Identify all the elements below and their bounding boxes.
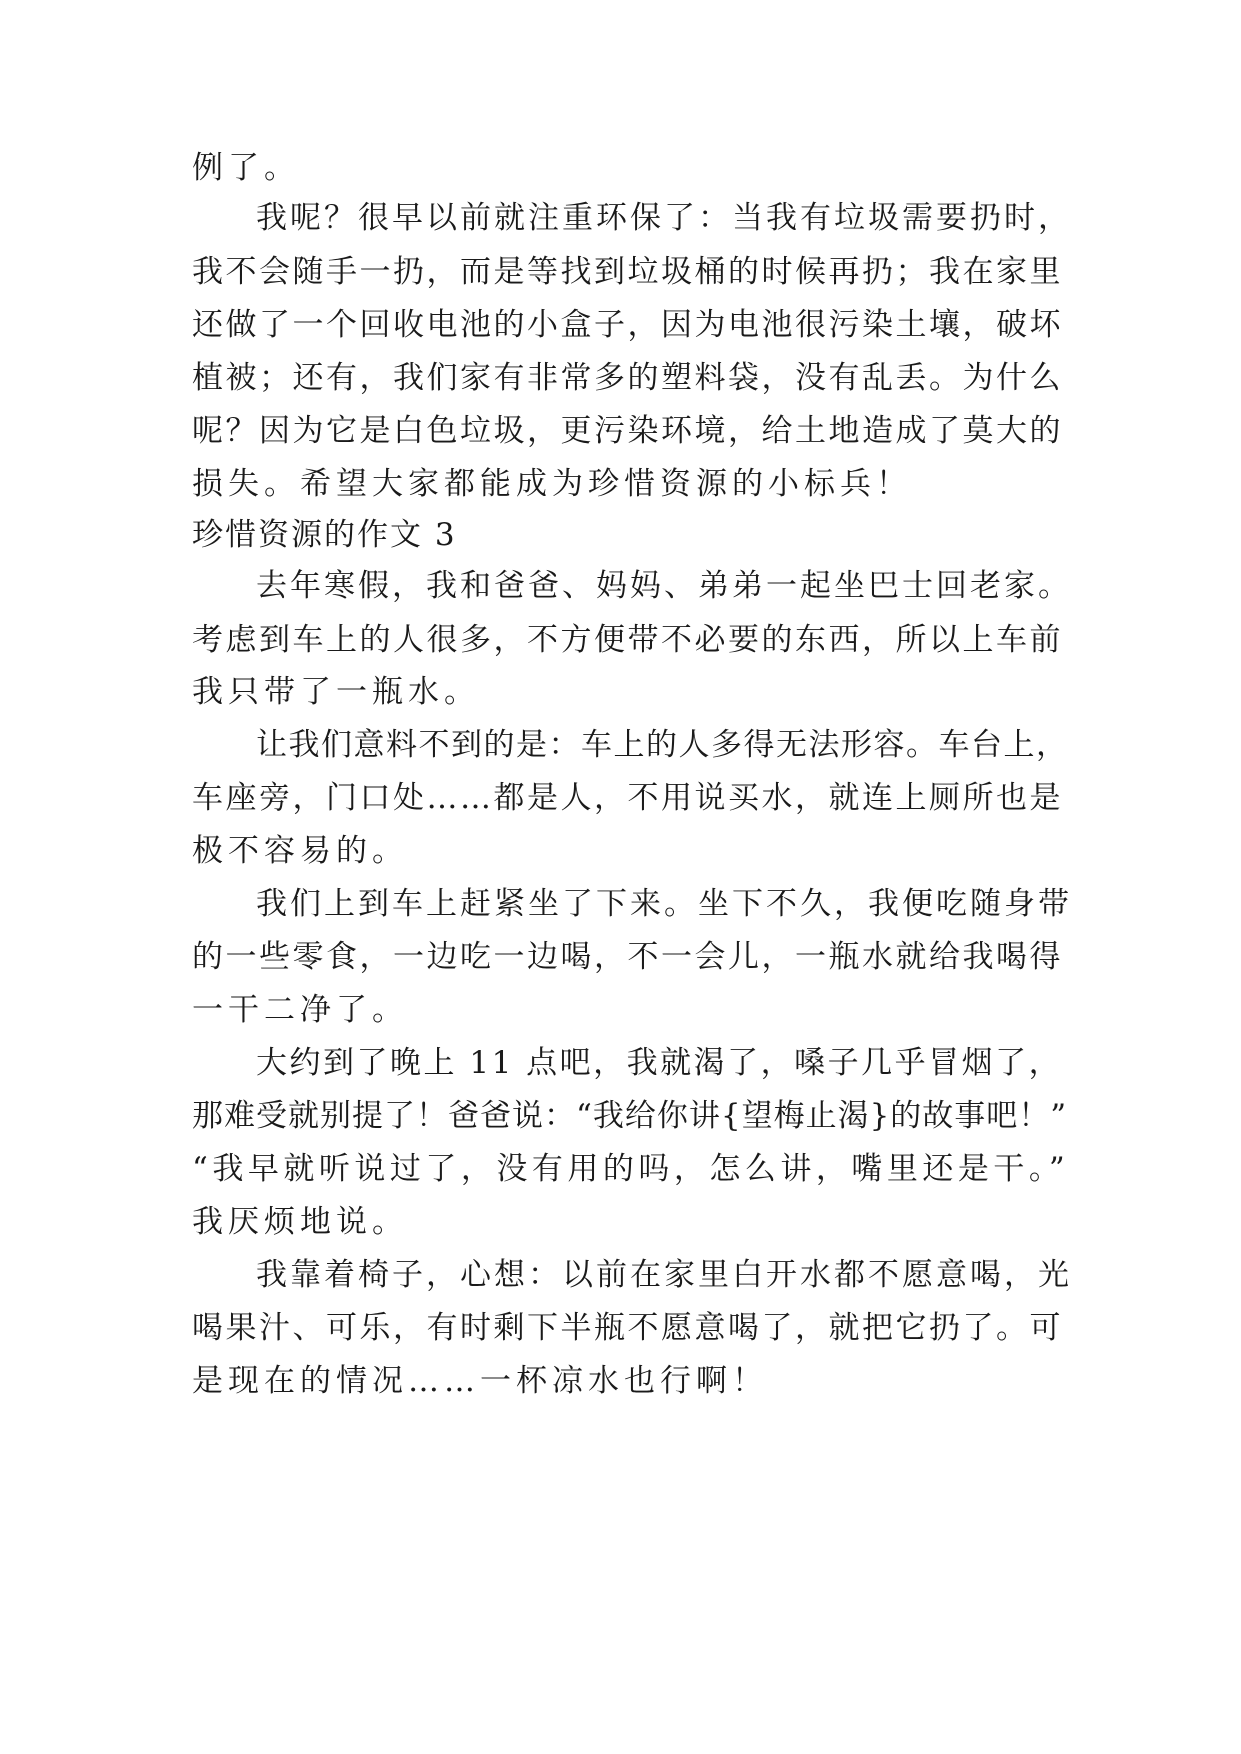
- paragraph-start-line: 大约到了晚上 11 点吧，我就渴了，嗓子几乎冒烟了，: [256, 1045, 1063, 1081]
- section-heading: 珍惜资源的作文 3: [192, 517, 457, 553]
- text-line: 呢？因为它是白色垃圾，更污染环境，给土地造成了莫大的: [192, 413, 1063, 449]
- paragraph-start-line: 我呢？很早以前就注重环保了：当我有垃圾需要扔时，: [256, 200, 1072, 236]
- text-line: 我只带了一瓶水。: [192, 674, 480, 710]
- text-line: 车座旁，门口处……都是人，不用说买水，就连上厕所也是: [192, 780, 1063, 816]
- text-line: 极不容易的。: [192, 833, 408, 869]
- text-line: 损失。希望大家都能成为珍惜资源的小标兵！: [192, 466, 912, 502]
- text-line: 考虑到车上的人很多，不方便带不必要的东西，所以上车前: [192, 622, 1063, 658]
- text-line: 例了。: [192, 150, 300, 186]
- paragraph-start-line: 我们上到车上赶紧坐了下来。坐下不久，我便吃随身带: [256, 886, 1072, 922]
- text-line: 我不会随手一扔，而是等找到垃圾桶的时候再扔；我在家里: [192, 254, 1063, 290]
- paragraph-start-line: 我靠着椅子，心想：以前在家里白开水都不愿意喝，光: [256, 1257, 1072, 1293]
- text-line: 还做了一个回收电池的小盒子，因为电池很污染土壤，破坏: [192, 307, 1063, 343]
- text-line: “我早就听说过了，没有用的吗，怎么讲，嘴里还是干。”: [192, 1151, 1070, 1187]
- text-line: 植被；还有，我们家有非常多的塑料袋，没有乱丢。为什么: [192, 360, 1063, 396]
- paragraph-start-line: 去年寒假，我和爸爸、妈妈、弟弟一起坐巴士回老家。: [256, 568, 1072, 604]
- text-line: 的一些零食，一边吃一边喝，不一会儿，一瓶水就给我喝得: [192, 939, 1063, 975]
- paragraph-start-line: 让我们意料不到的是：车上的人多得无法形容。车台上，: [256, 727, 1069, 763]
- text-line: 那难受就别提了！爸爸说：“我给你讲{望梅止渴}的故事吧！”: [192, 1098, 1068, 1134]
- text-line: 喝果汁、可乐，有时剩下半瓶不愿意喝了，就把它扔了。可: [192, 1310, 1063, 1346]
- text-line: 一干二净了。: [192, 992, 408, 1028]
- text-line: 我厌烦地说。: [192, 1204, 408, 1240]
- text-line: 是现在的情况……一杯凉水也行啊！: [192, 1363, 768, 1399]
